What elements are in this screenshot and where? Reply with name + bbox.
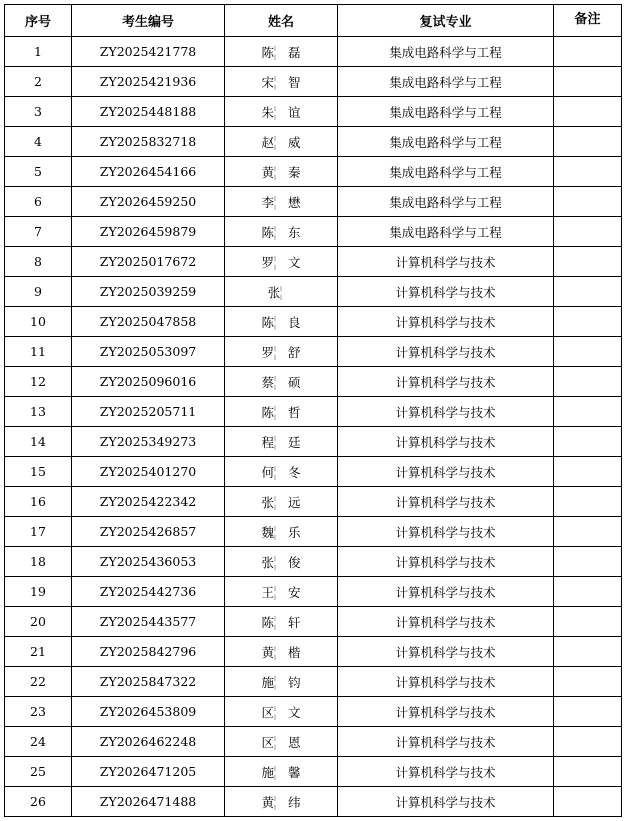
row-note (554, 37, 622, 67)
name-redaction (274, 46, 288, 60)
row-exam-id: ZY2025017672 (72, 247, 225, 277)
row-major: 计算机科学与技术 (338, 307, 554, 337)
row-exam-id: ZY2025443577 (72, 607, 225, 637)
row-exam-id: ZY2026453809 (72, 697, 225, 727)
row-major: 计算机科学与技术 (338, 697, 554, 727)
row-major: 计算机科学与技术 (338, 427, 554, 457)
row-major: 计算机科学与技术 (338, 577, 554, 607)
row-seq: 5 (5, 157, 72, 187)
name-last-char: 良 (288, 314, 301, 330)
row-exam-id: ZY2025847322 (72, 667, 225, 697)
row-name (225, 487, 338, 517)
name-last-char: 远 (288, 494, 301, 510)
row-seq: 18 (5, 547, 72, 577)
row-note (554, 757, 622, 787)
table-row (5, 37, 622, 67)
name-last-char: 智 (288, 74, 301, 90)
name-wrap (261, 163, 300, 181)
row-exam-id: ZY2025832718 (72, 127, 225, 157)
row-note (554, 97, 622, 127)
name-first-char: 陈 (261, 314, 274, 330)
row-seq: 15 (5, 457, 72, 487)
name-last-char: 安 (288, 584, 301, 600)
table-row (5, 517, 622, 547)
name-redaction (274, 256, 288, 270)
name-wrap (261, 343, 300, 361)
row-exam-id: ZY2025426857 (72, 517, 225, 547)
name-last-char: 轩 (288, 614, 301, 630)
row-exam-id: ZY2025436053 (72, 547, 225, 577)
row-name (225, 307, 338, 337)
name-last-char: 冬 (288, 464, 301, 480)
name-last-char: 硕 (288, 374, 301, 390)
row-seq: 20 (5, 607, 72, 637)
table-row (5, 97, 622, 127)
name-first-char: 陈 (261, 404, 274, 420)
table-row (5, 487, 622, 517)
name-last-char: 文 (288, 704, 301, 720)
name-first-char: 蔡 (261, 374, 274, 390)
name-redaction (274, 556, 288, 570)
row-name (225, 367, 338, 397)
name-first-char: 朱 (261, 104, 274, 120)
name-first-char: 陈 (261, 614, 274, 630)
row-name (225, 217, 338, 247)
row-name (225, 157, 338, 187)
row-exam-id: ZY2026454166 (72, 157, 225, 187)
name-first-char: 宋 (261, 74, 274, 90)
name-wrap (261, 493, 300, 511)
row-name (225, 97, 338, 127)
row-seq: 25 (5, 757, 72, 787)
name-wrap (261, 643, 300, 661)
name-last-char: 廷 (288, 434, 301, 450)
row-note (554, 397, 622, 427)
row-seq: 17 (5, 517, 72, 547)
row-note (554, 727, 622, 757)
name-last-char: 纬 (288, 794, 301, 810)
name-first-char: 张 (261, 554, 274, 570)
name-first-char: 李 (261, 194, 274, 210)
header-exam-id: 考生编号 (72, 5, 225, 37)
row-exam-id: ZY2026462248 (72, 727, 225, 757)
name-first-char: 施 (261, 764, 274, 780)
name-last-char: 恩 (288, 734, 301, 750)
table-row (5, 217, 622, 247)
row-seq: 21 (5, 637, 72, 667)
row-major: 计算机科学与技术 (338, 457, 554, 487)
name-redaction (274, 736, 288, 750)
row-exam-id: ZY2025349273 (72, 427, 225, 457)
name-first-char: 陈 (261, 44, 274, 60)
name-wrap (261, 103, 300, 121)
row-exam-id: ZY2026471205 (72, 757, 225, 787)
row-name (225, 397, 338, 427)
table-row (5, 637, 622, 667)
row-exam-id: ZY2025442736 (72, 577, 225, 607)
name-wrap (261, 703, 300, 721)
row-exam-id: ZY2026471488 (72, 787, 225, 817)
row-major: 计算机科学与技术 (338, 727, 554, 757)
table-row (5, 307, 622, 337)
table-row (5, 277, 622, 307)
row-major: 计算机科学与技术 (338, 367, 554, 397)
table-row (5, 337, 622, 367)
name-last-char: 懋 (288, 194, 301, 210)
row-name (225, 277, 338, 307)
name-redaction (280, 286, 294, 300)
row-major: 集成电路科学与工程 (338, 157, 554, 187)
name-first-char: 赵 (261, 134, 274, 150)
name-redaction (274, 226, 288, 240)
row-seq: 3 (5, 97, 72, 127)
row-exam-id: ZY2025096016 (72, 367, 225, 397)
name-redaction (274, 166, 288, 180)
row-note (554, 787, 622, 817)
row-note (554, 487, 622, 517)
table-row (5, 397, 622, 427)
row-seq: 7 (5, 217, 72, 247)
table-row (5, 607, 622, 637)
name-first-char: 罗 (261, 344, 274, 360)
row-note (554, 547, 622, 577)
name-wrap (261, 553, 300, 571)
name-redaction (274, 106, 288, 120)
name-redaction (274, 616, 288, 630)
table-row (5, 367, 622, 397)
table-row (5, 787, 622, 817)
table-row (5, 127, 622, 157)
name-first-char: 陈 (261, 224, 274, 240)
name-first-char: 黄 (261, 644, 274, 660)
row-name (225, 127, 338, 157)
row-major: 计算机科学与技术 (338, 277, 554, 307)
name-redaction (274, 196, 288, 210)
name-redaction (274, 766, 288, 780)
row-major: 计算机科学与技术 (338, 547, 554, 577)
name-redaction (274, 586, 288, 600)
row-major: 集成电路科学与工程 (338, 187, 554, 217)
name-last-char: 谊 (288, 104, 301, 120)
row-exam-id: ZY2025422342 (72, 487, 225, 517)
row-name (225, 547, 338, 577)
row-note (554, 457, 622, 487)
row-major: 计算机科学与技术 (338, 607, 554, 637)
name-redaction (274, 676, 288, 690)
name-first-char: 何 (261, 464, 274, 480)
row-major: 计算机科学与技术 (338, 487, 554, 517)
name-first-char: 施 (261, 674, 274, 690)
name-redaction (274, 646, 288, 660)
row-name (225, 787, 338, 817)
name-redaction (274, 796, 288, 810)
name-last-char: 东 (288, 224, 301, 240)
row-major: 集成电路科学与工程 (338, 37, 554, 67)
row-seq: 13 (5, 397, 72, 427)
table-row (5, 577, 622, 607)
row-seq: 2 (5, 67, 72, 97)
name-wrap (261, 373, 300, 391)
header-major: 复试专业 (338, 5, 554, 37)
row-major: 集成电路科学与工程 (338, 97, 554, 127)
row-note (554, 307, 622, 337)
name-last-char: 秦 (288, 164, 301, 180)
row-exam-id: ZY2025421778 (72, 37, 225, 67)
row-major: 计算机科学与技术 (338, 637, 554, 667)
row-name (225, 727, 338, 757)
row-seq: 24 (5, 727, 72, 757)
row-major: 计算机科学与技术 (338, 667, 554, 697)
name-wrap (261, 793, 300, 811)
row-exam-id: ZY2025421936 (72, 67, 225, 97)
name-wrap (268, 283, 295, 301)
table-row (5, 697, 622, 727)
name-wrap (261, 583, 300, 601)
name-first-char: 张 (261, 494, 274, 510)
name-wrap (261, 673, 300, 691)
row-seq: 26 (5, 787, 72, 817)
row-seq: 19 (5, 577, 72, 607)
table-header (5, 5, 622, 37)
row-note (554, 337, 622, 367)
row-note (554, 427, 622, 457)
row-major: 计算机科学与技术 (338, 757, 554, 787)
name-last-char: 哲 (288, 404, 301, 420)
row-seq: 10 (5, 307, 72, 337)
name-wrap (261, 193, 300, 211)
table-row (5, 67, 622, 97)
name-first-char: 王 (261, 584, 274, 600)
row-major: 集成电路科学与工程 (338, 127, 554, 157)
row-major: 计算机科学与技术 (338, 337, 554, 367)
row-major: 计算机科学与技术 (338, 787, 554, 817)
row-name (225, 517, 338, 547)
row-note (554, 67, 622, 97)
row-exam-id: ZY2025053097 (72, 337, 225, 367)
row-exam-id: ZY2025401270 (72, 457, 225, 487)
name-redaction (274, 376, 288, 390)
table-row (5, 547, 622, 577)
table-row (5, 667, 622, 697)
row-major: 集成电路科学与工程 (338, 67, 554, 97)
header-row (5, 5, 622, 37)
row-exam-id: ZY2026459250 (72, 187, 225, 217)
row-seq: 6 (5, 187, 72, 217)
name-wrap (261, 433, 300, 451)
name-wrap (261, 733, 300, 751)
row-exam-id: ZY2025047858 (72, 307, 225, 337)
header-note: 备注 (554, 5, 622, 37)
row-name (225, 457, 338, 487)
table-row (5, 757, 622, 787)
name-wrap (261, 253, 300, 271)
table-row (5, 157, 622, 187)
row-major: 计算机科学与技术 (338, 397, 554, 427)
row-major: 计算机科学与技术 (338, 247, 554, 277)
name-redaction (274, 466, 288, 480)
name-last-char: 乐 (288, 524, 301, 540)
name-wrap (261, 133, 300, 151)
name-wrap (261, 523, 300, 541)
row-seq: 14 (5, 427, 72, 457)
table-row (5, 727, 622, 757)
row-name (225, 667, 338, 697)
name-first-char: 程 (261, 434, 274, 450)
table-body (5, 37, 622, 817)
name-wrap (261, 313, 300, 331)
row-name (225, 577, 338, 607)
row-seq: 23 (5, 697, 72, 727)
row-name (225, 607, 338, 637)
row-name (225, 427, 338, 457)
row-exam-id: ZY2026459879 (72, 217, 225, 247)
name-last-char: 舒 (288, 344, 301, 360)
admission-list-table (4, 4, 622, 817)
name-first-char: 黄 (261, 164, 274, 180)
name-last-char: 文 (288, 254, 301, 270)
row-seq: 12 (5, 367, 72, 397)
row-note (554, 127, 622, 157)
row-name (225, 187, 338, 217)
row-exam-id: ZY2025448188 (72, 97, 225, 127)
row-name (225, 757, 338, 787)
table-row (5, 457, 622, 487)
name-wrap (261, 463, 300, 481)
name-wrap (261, 73, 300, 91)
name-first-char: 罗 (261, 254, 274, 270)
row-note (554, 187, 622, 217)
row-note (554, 637, 622, 667)
name-redaction (274, 136, 288, 150)
row-major: 计算机科学与技术 (338, 517, 554, 547)
row-note (554, 367, 622, 397)
name-last-char: 钧 (288, 674, 301, 690)
row-note (554, 607, 622, 637)
row-exam-id: ZY2025039259 (72, 277, 225, 307)
row-name (225, 337, 338, 367)
name-first-char: 魏 (261, 524, 274, 540)
name-first-char: 区 (261, 734, 274, 750)
name-redaction (274, 346, 288, 360)
table-row (5, 187, 622, 217)
row-exam-id: ZY2025205711 (72, 397, 225, 427)
name-first-char: 张 (267, 284, 281, 300)
name-wrap (261, 223, 300, 241)
name-last-char: 馨 (288, 764, 301, 780)
name-redaction (274, 316, 288, 330)
row-name (225, 37, 338, 67)
row-name (225, 67, 338, 97)
name-redaction (274, 406, 288, 420)
name-redaction (274, 76, 288, 90)
row-exam-id: ZY2025842796 (72, 637, 225, 667)
row-name (225, 247, 338, 277)
name-wrap (261, 763, 300, 781)
header-name: 姓名 (225, 5, 338, 37)
row-note (554, 247, 622, 277)
row-seq: 4 (5, 127, 72, 157)
row-major: 集成电路科学与工程 (338, 217, 554, 247)
name-last-char: 俊 (288, 554, 301, 570)
row-seq: 16 (5, 487, 72, 517)
row-note (554, 667, 622, 697)
name-first-char: 区 (261, 704, 274, 720)
row-seq: 1 (5, 37, 72, 67)
row-seq: 8 (5, 247, 72, 277)
name-last-char: 楷 (288, 644, 301, 660)
name-redaction (274, 526, 288, 540)
name-wrap (261, 613, 300, 631)
name-redaction (274, 436, 288, 450)
row-name (225, 697, 338, 727)
row-note (554, 517, 622, 547)
name-wrap (261, 403, 300, 421)
table-row (5, 427, 622, 457)
name-first-char: 黄 (261, 794, 274, 810)
row-note (554, 157, 622, 187)
row-note (554, 577, 622, 607)
name-redaction (274, 706, 288, 720)
name-wrap (261, 43, 300, 61)
name-redaction (274, 496, 288, 510)
name-last-char: 磊 (288, 44, 301, 60)
row-note (554, 217, 622, 247)
header-seq: 序号 (5, 5, 72, 37)
row-note (554, 277, 622, 307)
name-last-char: 威 (288, 134, 301, 150)
row-name (225, 637, 338, 667)
row-seq: 22 (5, 667, 72, 697)
table-row (5, 247, 622, 277)
row-note (554, 697, 622, 727)
row-seq: 9 (5, 277, 72, 307)
row-seq: 11 (5, 337, 72, 367)
